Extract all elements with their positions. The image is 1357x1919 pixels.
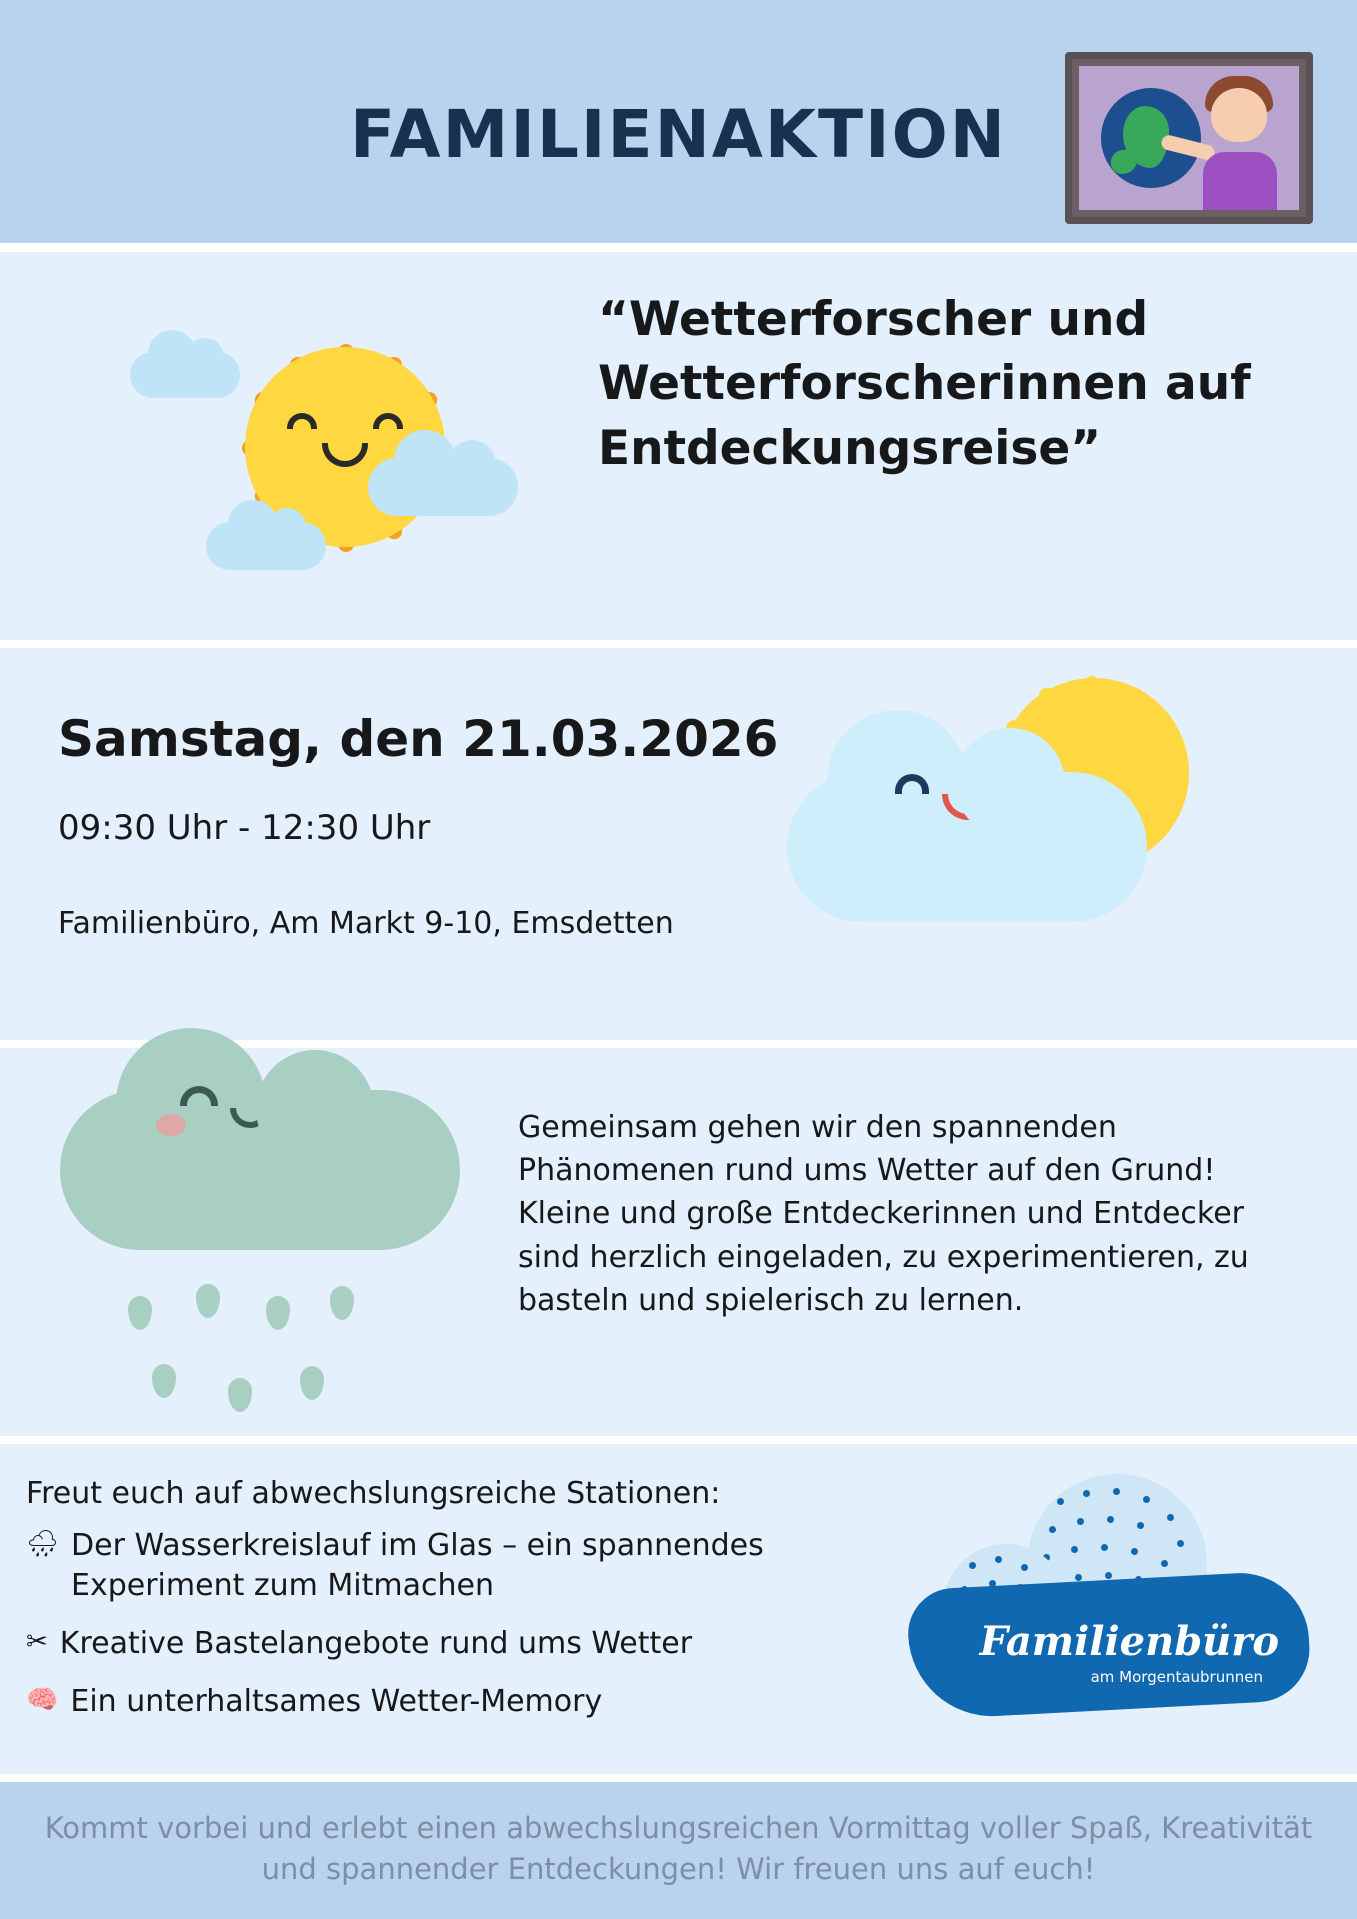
list-item-label: Kreative Bastelangebote rund ums Wetter [59, 1625, 693, 1661]
event-quote: “Wetterforscher und Wetterforscherinnen auf Entdeckungsreise” [598, 292, 1251, 476]
cloud-face-icon [787, 772, 1147, 922]
when-band [0, 648, 1357, 1040]
list-item [26, 1682, 816, 1722]
description-band [0, 1048, 1357, 1436]
event-time: 09:30 Uhr - 12:30 Uhr [58, 808, 431, 848]
footer-band [0, 1782, 1357, 1919]
cloud-shape [130, 352, 240, 398]
list-item [26, 1526, 816, 1606]
list-item-label: Ein unterhaltsames Wetter-Memory [70, 1683, 603, 1719]
event-location: Familienbüro, Am Markt 9-10, Emsdetten [58, 906, 674, 941]
kid-head-shape [1211, 88, 1267, 142]
footer-text: Kommt vorbei und erlebt einen abwechslungsreichen Vormittag voller Spaß, Kreativität und spannender Entdeckungen! Wir freuen uns auf euch! [44, 1811, 1313, 1887]
logo-name: Familienbüro [979, 1618, 1279, 1665]
stations-band [0, 1444, 1357, 1774]
cloud-shape [206, 522, 326, 570]
logo-subtitle: am Morgentaubrunnen [1090, 1668, 1263, 1686]
list-item-label: Der Wasserkreislauf im Glas – ein spannendes Experiment zum Mitmachen [71, 1528, 764, 1603]
kid-body-shape [1203, 152, 1277, 210]
globe-icon [1101, 88, 1201, 188]
smiling-sun-with-clouds-icon [120, 282, 560, 612]
brain-icon: 🧠 [26, 1684, 59, 1715]
description-text: Gemeinsam gehen wir den spannenden Phänomenen rund ums Wetter auf den Grund! Kleine und große Entdeckerinnen und Entdecker sind herzlich eingeladen, zu experimentieren, zu basteln und spielerisch zu lernen. [518, 1110, 1249, 1318]
title-band [0, 252, 1357, 640]
list-item [26, 1624, 816, 1664]
page-title: FAMILIENAKTION [350, 96, 1007, 173]
stations-list [26, 1526, 816, 1740]
familienbuero-logo [879, 1468, 1319, 1748]
cloud-shape [368, 458, 518, 516]
stations-intro: Freut euch auf abwechslungsreiche Stationen: [26, 1476, 721, 1511]
globe-classroom-icon [1065, 52, 1313, 224]
header-band [0, 0, 1357, 243]
scissors-icon: ✂ [26, 1626, 48, 1657]
event-date: Samstag, den 21.03.2026 [58, 710, 779, 768]
rain-cloud-icon: 🌧 [26, 1529, 60, 1559]
